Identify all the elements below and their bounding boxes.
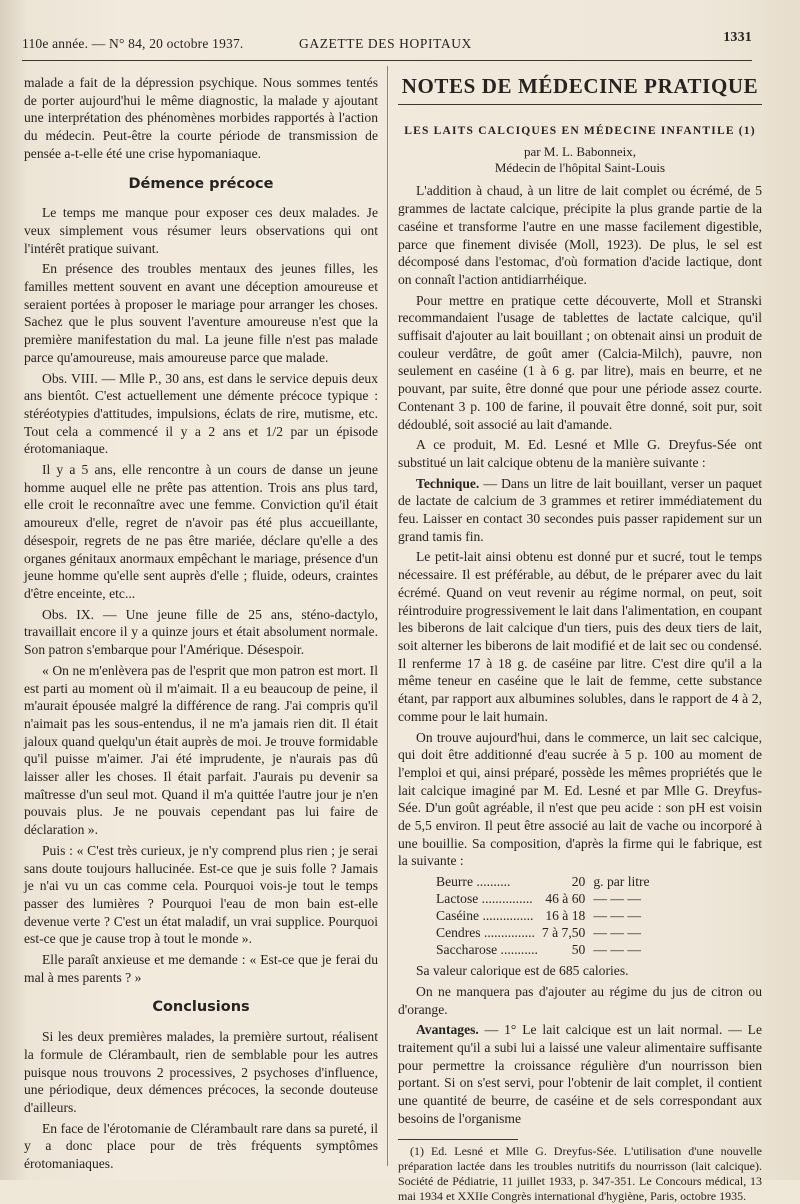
quote-paragraph: « On ne m'enlèvera pas de l'esprit que mon patron est mort. Il est parti au moment où il m'aimait. Il a eu beaucoup de peine, il m'aurait épousée malgré la différence de rang. J'ai compris qu'il n'aimait pas les sous-entendus, il ne m'a jamais rien dit. Il était jaloux quand quelqu'un était auprès de moi. Je trouve formidable qu'il puisse m'aimer. J'ai été imprudente, je n'aurais pas dû laisser aller les choses. Il était parfait. J'aurais pu devenir sa maîtresse d'un seul mot. Quand il m'a quittée l'autre jour je n'en pouvais plus. Je ne pouvais cependant pas lui faire de déclaration ». [24, 662, 378, 838]
composition-table [436, 873, 654, 958]
component-unit: — — — [593, 891, 641, 907]
technique-label: Technique. [416, 475, 480, 491]
component-unit: — — — [593, 908, 641, 924]
technique-text: — Dans un litre de lait bouillant, verser un paquet de lactate de calcium de 3 grammes et retirer immédiatement du feu. Laisser en contact 30 secondes puis passer rapidement sur un grand tamis fin. [398, 475, 762, 544]
heading-demence-precoce: Démence précoce [128, 175, 274, 192]
header-rule [22, 60, 752, 61]
avantages-text: — 1° Le lait calcique est un lait normal. — Le traitement qu'il a subi lui a laissé une valeur alimentaire suffisante pour permettre la croissance régulière d'un nourrisson bien portant. Si on s'est servi, pour l'obtenir de lait complet, il contient une quantité de beurre, de caséine et de sels correspondant aux besoins de l'organisme [398, 1022, 762, 1126]
paragraph: Sa valeur calorique est de 685 calories. [416, 963, 629, 979]
component-unit: — — — [593, 925, 641, 941]
column-divider [387, 66, 388, 1166]
technique-paragraph [398, 475, 762, 546]
right-column [398, 74, 762, 1204]
component-value: 20 [571, 874, 586, 890]
footnote-rule [398, 1139, 518, 1140]
paragraph: On ne manquera pas d'ajouter au régime du jus de citron ou d'orange. [398, 983, 762, 1017]
component-value: 16 à 18 [545, 908, 586, 924]
footnote: (1) Ed. Lesné et Mlle G. Dreyfus-Sée. L'utilisation d'une nouvelle préparation lactée dans les troubles nutritifs du nourrisson (lait calcique). Société de Pédiatrie, 11 juillet 1933, p. 347-351. Le Concours médical, 13 mai 1934 et XXIIe Congrès international d'hygiène, Paris, octobre 1935. [398, 1144, 762, 1203]
section-title: NOTES DE MÉDECINE PRATIQUE [401, 74, 759, 98]
issue-info: 110e année. — N° 84, 20 octobre 1937. [22, 36, 244, 51]
table-row [436, 890, 654, 907]
paragraph: En présence des troubles mentaux des jeunes filles, les familles mettent souvent en avant une déception amoureuse et seraient portées à proposer le mariage pour arranger les choses. Sachez que le plus souvent l'aventure amoureuse n'est que la première manifestation du mal. La jeune fille n'est pas malade parce qu'amoureuse, mais amoureuse parce que malade. [24, 261, 378, 365]
paragraph: On trouve aujourd'hui, dans le commerce, un lait sec calcique, qui doit être additionné d'eau sucrée à 5 p. 100 au moment de l'emploi et qui, ainsi préparé, possède les mêmes propriétés que le lait calcique imaginé par M. Ed. Lesné et par Mlle G. Dreyfus-Sée. D'un goût agréable, il n'est que peu acide : son pH est voisin de 5,5 environ. Il peut être associé au lait de vache ou incorporé à une bouillie. Sa composition, d'après la firme qui le fabrique, est la suivante : [398, 729, 762, 869]
component-name: Saccharose ........... [436, 942, 538, 958]
paragraph: malade a fait de la dépression psychique. Nous sommes tentés de porter aujourd'hui le même diagnostic, la malade y ajoutant une interprétation des phénomènes morbides rapportés à l'action du médecin. Peut-être la courte période de transmission de pensée a-t-elle été une crise hypomaniaque. [24, 75, 378, 161]
table-row [436, 907, 654, 924]
paragraph: L'addition à chaud, à un litre de lait complet ou écrémé, de 5 grammes de lactate calcique, précipite la plus grande partie de la caséine et transforme l'autre en une masse facilement digestible, parce que finement divisée (Moll, 1923). De plus, le sel est décomposé dans l'estomac, d'où formation d'acide lactique, dont on connaît l'action antidiarrhéique. [398, 183, 762, 287]
paragraph: Pour mettre en pratique cette découverte, Moll et Stranski recommandaient l'usage de tablettes de lactate calcique, qu'il suffisait d'ajouter au lait bouillant ; on obtenait ainsi un produit de couleur verdâtre, de goût amer (Calcia-Milch), pauvre, non seulement en caséine (1 à 6 g. par litre), mais en beurre, et ne pouvant, par suite, être donné que pour une période assez courte. Contenant 3 p. 100 de farine, il pouvait être donné, soit pur, soit dédoublé, soit associé au lait d'amande. [398, 292, 762, 432]
table-row [436, 924, 654, 941]
article-title: LES LAITS CALCIQUES EN MÉDECINE INFANTILE (1) [404, 124, 756, 137]
component-value: 50 [571, 942, 586, 958]
quote-paragraph: Puis : « C'est très curieux, je n'y comprend plus rien ; je serai sans doute toujours hallucinée. Est-ce que je suis folle ? Jamais je n'ai vu un cas comme cela. Pourquoi vois-je tout le temps passer des lumières ? Pourquoi l'eau de mon bain est-elle devenue verte ? C'est un état maladif, un vrai supplice. Pourquoi est-ce que je cause trop à tout le monde ». [24, 842, 378, 947]
paragraph: Le temps me manque pour exposer ces deux malades. Je veux simplement vous résumer leurs observations qui ont l'intérêt pratique suivant. [24, 205, 378, 256]
avantages-paragraph [398, 1021, 762, 1127]
heading-conclusions: Conclusions [152, 999, 250, 1016]
observation-ix: Obs. IX. — Une jeune fille de 25 ans, sténo-dactylo, travaillait encore il y a quinze jours et était absolument normale. Son patron s'embarque pour l'Amérique. Désespoir. [24, 606, 378, 658]
author-name: par M. L. Babonneix, [524, 144, 636, 160]
paragraph: Il y a 5 ans, elle rencontre à un cours de danse un jeune homme auquel elle ne prête pas attention. Trois ans plus tard, elle croit le reconnaître avec une femme. Conviction qu'il était amoureux d'elle, regret de n'avoir pas été plus accueillante, désespoir, regrets de ne pas être mariée, déclare qu'elle a des organes génitaux anormaux empêchant le mariage, présence d'un jeune homme qu'elle sent auprès d'elle ; fluide, odeurs, craintes d'être enceinte, etc... [24, 462, 378, 601]
paragraph: A ce produit, M. Ed. Lesné et Mlle G. Dreyfus-Sée ont substitué un lait calcique obtenu de la manière suivante : [398, 437, 762, 470]
paragraph: Le petit-lait ainsi obtenu est donné pur et sucré, tout le temps nécessaire. Il est préférable, au début, de le préparer avec du lait écrémé. Quand on veut revenir au régime normal, on peut, soit réintroduire progressivement le lait dans l'alimentation, en coupant les biberons de lait calcique d'un tiers, puis des deux tiers de lait, soit alterner les biberons de lait modifié et de lait sec ou condensé. Il renferme 17 à 18 g. de caséine par litre. C'est dire qu'il a la même teneur en caséine que le lait de femme, cette substance étant, par rapport aux albumines solubles, dans le rapport de 4 à 2, comme pour le lait humain. [398, 549, 762, 724]
table-row [436, 941, 654, 958]
component-value: 7 à 7,50 [541, 925, 586, 941]
paragraph: Si les deux premières malades, la première surtout, réalisent la formule de Clérambault, rien de semblable pour les autres puisque nous trouvons 2 processives, 2 psychoses d'influence, une périodique, deux démences précoces, la seconde douteuse d'ailleurs. [24, 1029, 378, 1115]
page-number: 1331 [723, 30, 752, 45]
component-name: Caséine ............... [436, 908, 534, 924]
component-unit: — — — [593, 942, 641, 958]
component-value: 46 à 60 [545, 891, 586, 907]
journal-title: GAZETTE DES HOPITAUX [299, 36, 472, 51]
component-name: Beurre .......... [436, 874, 511, 890]
component-name: Lactose ............... [436, 891, 533, 907]
author-block [398, 144, 762, 176]
component-unit: g. par litre [593, 874, 650, 890]
component-name: Cendres ............... [436, 925, 535, 941]
observation-viii: Obs. VIII. — Mlle P., 30 ans, est dans le service depuis deux ans bientôt. C'est actuellement une démente précoce typique : stéréotypies d'attitudes, impulsions, éclats de rire, mutisme, etc. Tout cela a commencé il y a 2 ans et 1/2 par un épisode érotomaniaque. [24, 370, 378, 457]
running-header [22, 30, 752, 56]
section-rule [398, 104, 762, 105]
paragraph: Elle paraît anxieuse et me demande : « Est-ce que je ferai du mal à mes parents ? » [24, 952, 378, 985]
avantages-label: Avantages. [416, 1022, 479, 1038]
table-row [436, 873, 654, 890]
left-column [24, 74, 378, 1176]
paragraph: En face de l'érotomanie de Clérambault rare dans sa pureté, il y a donc place pour de très fréquents symptômes érotomaniaques. [24, 1120, 378, 1172]
author-affiliation: Médecin de l'hôpital Saint-Louis [494, 160, 666, 176]
